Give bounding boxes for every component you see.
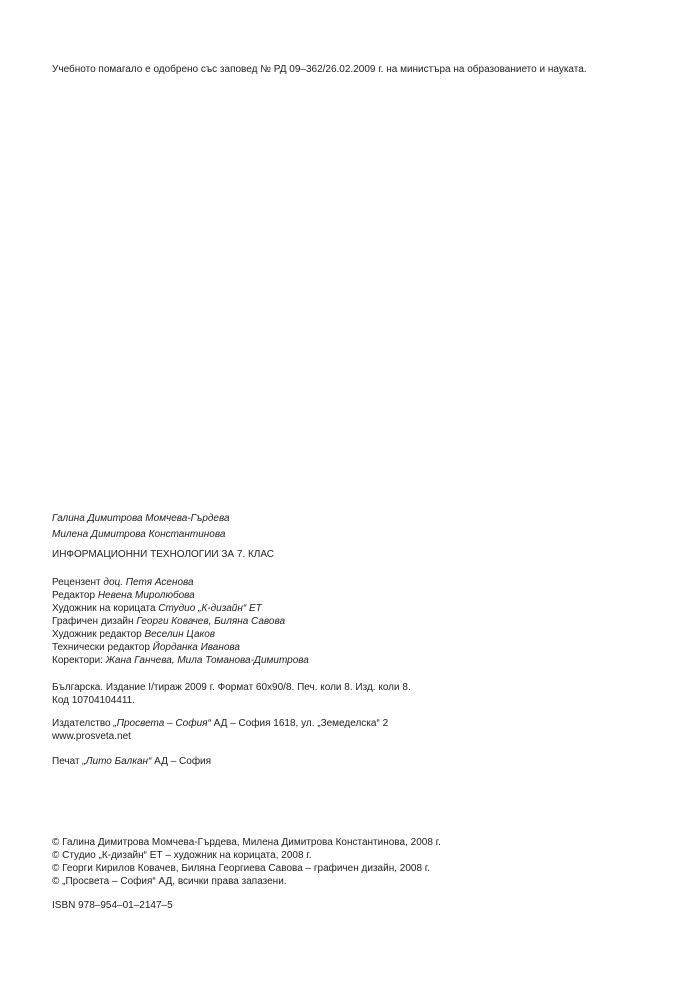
- credit-name: Георги Ковачев, Биляна Савова: [136, 616, 286, 627]
- credit-line: [52, 642, 240, 654]
- credit-role: Коректори:: [52, 655, 103, 666]
- copyright-line: © Студио „К-дизайн“ ЕТ – художник на корицата, 2008 г.: [52, 850, 312, 861]
- credit-role: Художник редактор: [52, 629, 142, 640]
- printer-name: „Лито Балкан“: [82, 756, 152, 767]
- author-1: Галина Димитрова Момчева-Гърдева: [52, 513, 230, 524]
- credit-name: Веселин Цаков: [144, 629, 216, 640]
- edition-line-2: Код 10704104411.: [52, 695, 135, 706]
- printer-prefix: Печат: [52, 756, 80, 767]
- credit-role: Технически редактор: [52, 642, 150, 653]
- credit-line: [52, 629, 215, 641]
- credit-name: Невена Миролюбова: [97, 590, 195, 601]
- credit-line: [52, 616, 285, 628]
- credit-line: [52, 603, 262, 615]
- credit-line: [52, 577, 194, 589]
- credit-role: Рецензент: [52, 577, 101, 588]
- book-title: ИНФОРМАЦИОННИ ТЕХНОЛОГИИ ЗА 7. КЛАС: [52, 549, 275, 560]
- publisher-name: „Просвета – София“: [113, 718, 211, 729]
- credit-name: доц. Петя Асенова: [103, 577, 194, 588]
- publisher-address: АД – София 1618, ул. „Земеделска“ 2: [213, 718, 389, 729]
- publisher-line: [52, 718, 388, 730]
- author-2: Милена Димитрова Константинова: [52, 529, 226, 540]
- printer-line: [52, 756, 211, 768]
- credit-role: Графичен дизайн: [52, 616, 134, 627]
- credit-role: Редактор: [52, 590, 96, 601]
- credit-line: [52, 655, 309, 667]
- credit-name: Жана Ганчева, Мила Томанова-Димитрова: [105, 655, 309, 666]
- isbn: ISBN 978–954–01–2147–5: [52, 900, 173, 911]
- credit-line: [52, 590, 195, 602]
- printer-suffix: АД – София: [154, 756, 212, 767]
- copyright-line: © Галина Димитрова Момчева-Гърдева, Милена Димитрова Константинова, 2008 г.: [52, 837, 441, 848]
- approval-note: Учебното помагало е одобрено със заповед № РД 09–362/26.02.2009 г. на министъра на образованието и науката.: [52, 64, 587, 75]
- publisher-website[interactable]: www.prosveta.net: [52, 731, 131, 742]
- credit-name: Студио „К-дизайн“ ЕТ: [158, 603, 262, 614]
- credit-name: Йорданка Иванова: [152, 642, 240, 653]
- credit-role: Художник на корицата: [52, 603, 156, 614]
- publisher-prefix: Издателство: [52, 718, 111, 729]
- edition-line-1: Българска. Издание I/тираж 2009 г. Формат 60х90/8. Печ. коли 8. Изд. коли 8.: [52, 682, 411, 693]
- copyright-line: © Георги Кирилов Ковачев, Биляна Георгиева Савова – графичен дизайн, 2008 г.: [52, 863, 430, 874]
- copyright-line: © „Просвета – София“ АД, всички права запазени.: [52, 876, 287, 887]
